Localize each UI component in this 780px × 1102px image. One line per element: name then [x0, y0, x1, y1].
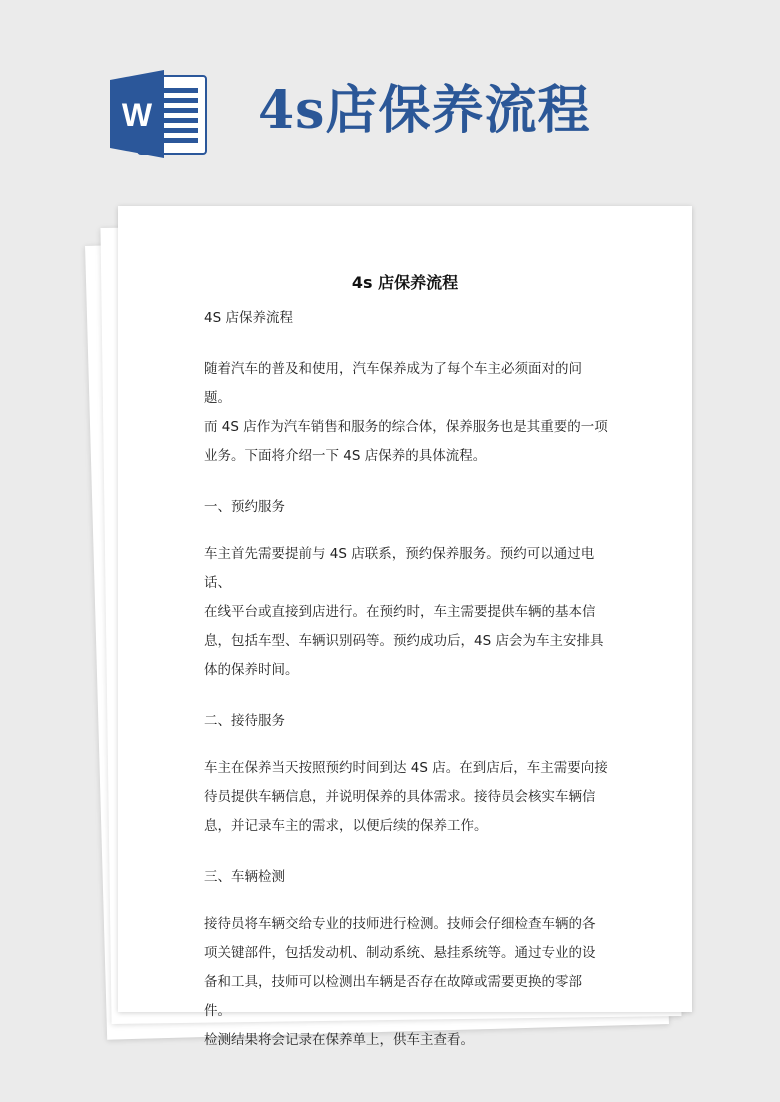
section-line: 车主在保养当天按照预约时间到达 4S 店。在到店后，车主需要向接: [204, 760, 608, 776]
section-line: 体的保养时间。: [204, 662, 299, 678]
document-body: [204, 304, 608, 1055]
section-line: 备和工具，技师可以检测出车辆是否存在故障或需要更换的零部件。: [204, 974, 582, 1019]
section-line: 在线平台或直接到店进行。在预约时，车主需要提供车辆的基本信: [204, 604, 596, 620]
document-title: 4s 店保养流程: [351, 273, 459, 292]
section-line: 息，包括车型、车辆识别码等。预约成功后，4S 店会为车主安排具: [204, 633, 604, 649]
intro-line: 而 4S 店作为汽车销售和服务的综合体，保养服务也是其重要的一项: [204, 419, 608, 435]
section-line: 车主首先需要提前与 4S 店联系，预约保养服务。预约可以通过电话、: [204, 546, 595, 591]
document-subtitle: 4S 店保养流程: [204, 310, 293, 326]
section-line: 检测结果将会记录在保养单上，供车主查看。: [204, 1032, 474, 1048]
section-line: 息，并记录车主的需求，以便后续的保养工作。: [204, 818, 488, 834]
section-line: 待员提供车辆信息，并说明保养的具体需求。接待员会核实车辆信: [204, 789, 596, 805]
header-title: 4s店保养流程: [258, 80, 591, 141]
section-heading: 三、车辆检测: [204, 869, 285, 885]
svg-text:W: W: [121, 97, 153, 133]
section-line: 项关键部件，包括发动机、制动系统、悬挂系统等。通过专业的设: [204, 945, 596, 961]
intro-line: 随着汽车的普及和使用，汽车保养成为了每个车主必须面对的问题。: [204, 361, 582, 406]
section-heading: 一、预约服务: [204, 499, 285, 515]
section-heading: 二、接待服务: [204, 713, 285, 729]
word-icon: [108, 68, 208, 160]
page-header: [0, 0, 780, 200]
section-line: 接待员将车辆交给专业的技师进行检测。技师会仔细检查车辆的各: [204, 916, 596, 932]
document-page: [118, 206, 692, 1048]
intro-line: 业务。下面将介绍一下 4S 店保养的具体流程。: [204, 448, 487, 464]
